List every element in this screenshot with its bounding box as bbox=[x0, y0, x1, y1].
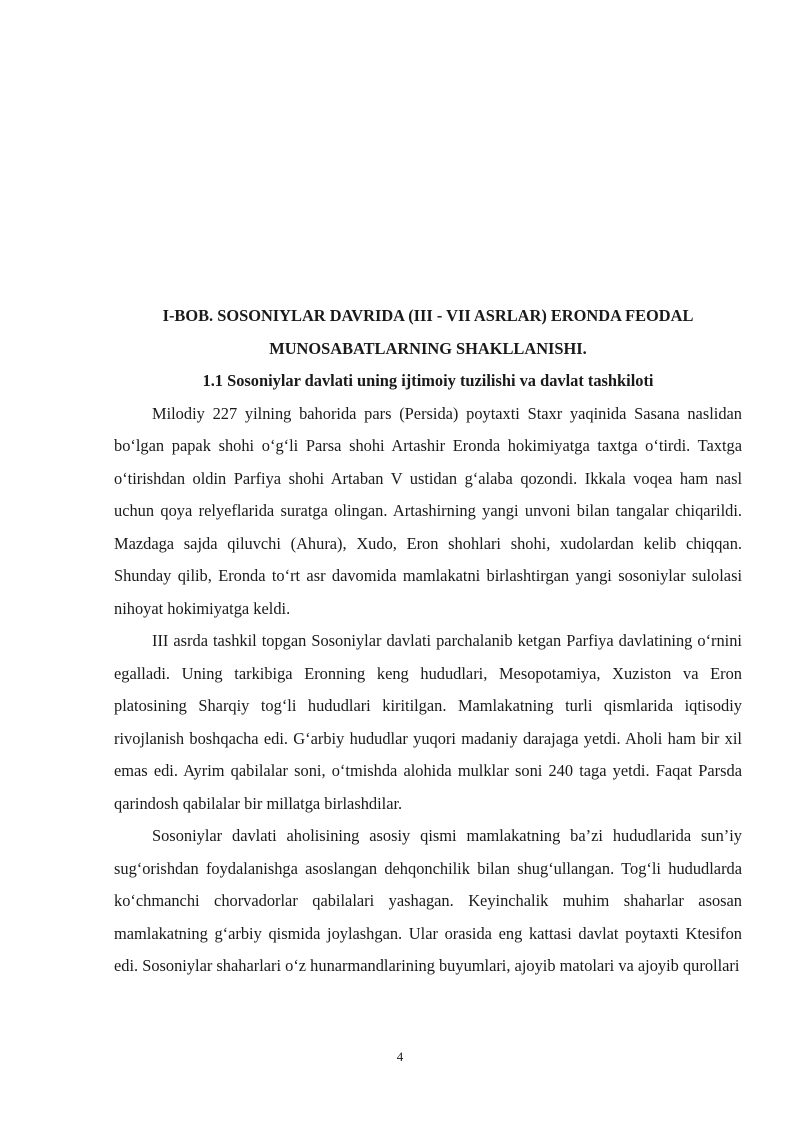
paragraph-1: Milodiy 227 yilning bahorida pars (Persida) poytaxti Staxr yaqinida Sasana naslidan bo‘lgan papak shohi o‘g‘li Parsa shohi Artashir Eronda hokimiyatga taxtga o‘tirdi. Taxtga o‘tirishdan oldin Parfiya shohi Artaban V ustidan g‘alaba qozondi. Ikkala voqea ham nasl uchun qoya relyeflarida suratga olingan. Artashirning yangi unvoni bilan tangalar chiqarildi. Mazdaga sajda qiluvchi (Ahura), Xudo, Eron shohlari shohi, xudolardan kelib chiqqan. Shunday qilib, Eronda to‘rt asr davomida mamlakatni birlashtirgan yangi sosoniylar sulolasi nihoyat hokimiyatga keldi. bbox=[114, 403, 742, 618]
section-title: 1.1 Sosoniylar davlati uning ijtimoiy tuzilishi va davlat tashkiloti bbox=[202, 371, 654, 390]
paragraph-2: III asrda tashkil topgan Sosoniylar davlati parchalanib ketgan Parfiya davlatining o‘rnini egalladi. Uning tarkibiga Eronning keng hududlari, Mesopotamiya, Xuziston va Eron platosining Sharqiy tog‘li hududlari kiritilgan. Mamlakatning turli qismlarida iqtisodiy rivojlanish boshqacha edi. G‘arbiy hududlar yuqori madaniy darajaga yetdi. Aholi ham bir xil emas edi. Ayrim qabilalar soni, o‘tmishda alohida mulklar soni 240 taga yetdi. Faqat Parsda qarindosh qabilalar bir millatga birlashdilar. bbox=[114, 631, 742, 813]
paragraph-3: Sosoniylar davlati aholisining asosiy qismi mamlakatning ba’zi hududlarida sun’iy sug‘orishdan foydalanishga asoslangan dehqonchilik bilan shug‘ullangan. Tog‘li hududlarda ko‘chmanchi chorvadorlar qabilalari yashagan. Keyinchalik muhim shaharlar asosan mamlakatning g‘arbiy qismida joylashgan. Ular orasida eng kattasi davlat poytaxti Ktesifon edi. Sosoniylar shaharlari o‘z hunarmandlarining buyumlari, ajoyib matolari va ajoyib qurollari bbox=[114, 826, 742, 975]
chapter-title: I-BOB. SOSONIYLAR DAVRIDA (III - VII ASRLAR) ERONDA FEODAL MUNOSABATLARNING SHAKLLANISHI. bbox=[162, 306, 694, 358]
page-number: 4 bbox=[396, 1049, 404, 1064]
